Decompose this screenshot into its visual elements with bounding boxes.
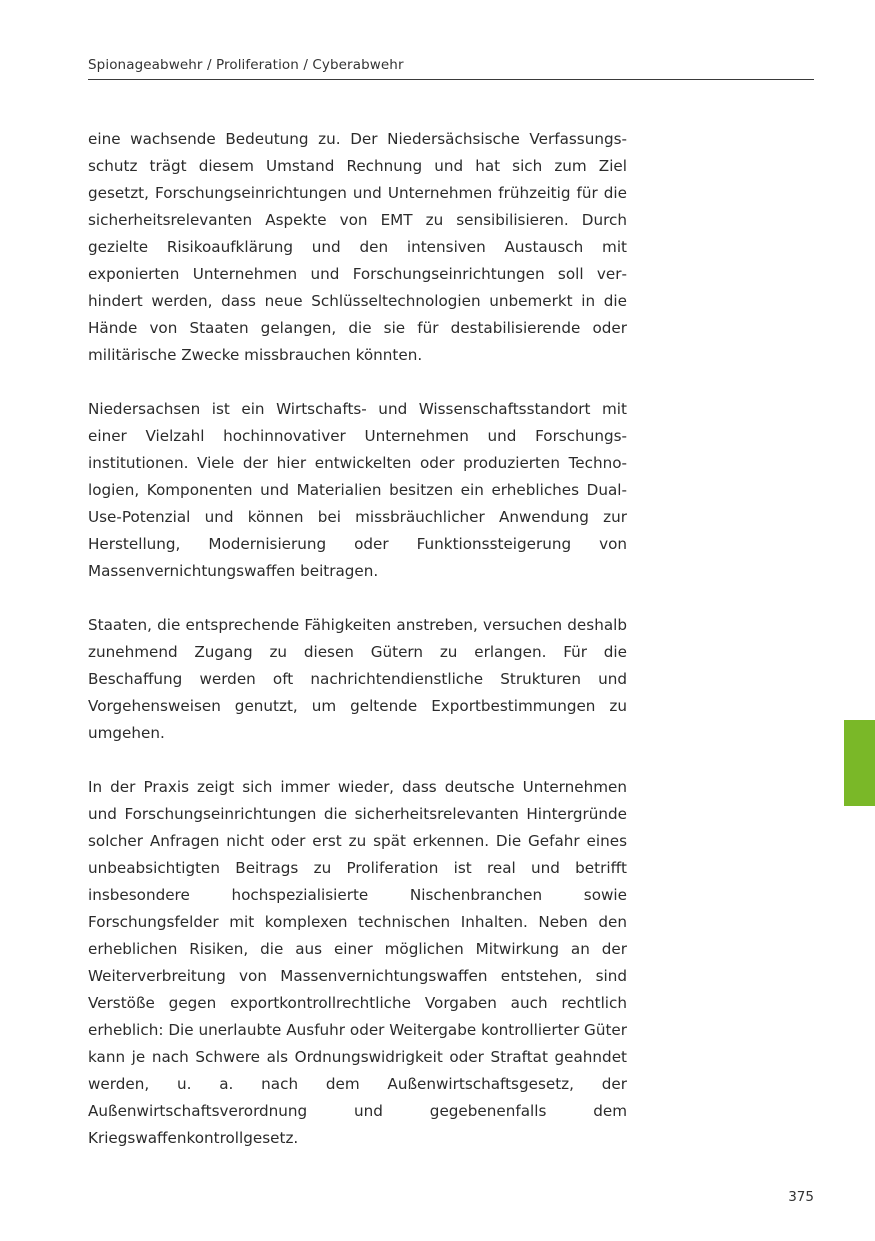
paragraph: eine wachsende Bedeutung zu. Der Niedersächsische Verfassungsschutz trägt diesem Umstand Rechnung und hat sich zum Ziel gesetzt, Forschungseinrichtungen und Unternehmen frühzeitig für die sicherheitsrelevanten Aspekte von EMT zu sensibilisieren. Durch gezielte Risikoaufklärung und den intensiven Austausch mit exponierten Unternehmen und Forschungseinrichtungen soll verhindert werden, dass neue Schlüsseltechnologien unbemerkt in die Hände von Staaten gelangen, die sie für destabilisierende oder militärische Zwecke missbrauchen könnten. <box>88 130 627 364</box>
chapter-tab-marker <box>844 720 875 806</box>
paragraph: Niedersachsen ist ein Wirtschafts- und Wissenschaftsstandort mit einer Vielzahl hochinnovativer Unternehmen und Forschungsinstitutionen. Viele der hier entwickelten oder produzierten Technologien, Komponenten und Materialien besitzen ein erhebliches Dual-Use-Potenzial und können bei missbräuchlicher Anwendung zur Herstellung, Modernisierung oder Funktionssteigerung von Massenvernichtungswaffen beitragen. <box>88 400 627 580</box>
header-divider <box>88 79 814 80</box>
paragraph: Staaten, die entsprechende Fähigkeiten anstreben, versuchen deshalb zunehmend Zugang zu diesen Gütern zu erlangen. Für die Beschaffung werden oft nachrichtendienstliche Strukturen und Vorgehensweisen genutzt, um geltende Exportbestimmungen zu umgehen. <box>88 616 627 742</box>
body-text <box>88 126 627 1152</box>
page-number: 375 <box>788 1189 814 1205</box>
running-header: Spionageabwehr / Proliferation / Cyberabwehr <box>88 57 404 73</box>
paragraph: In der Praxis zeigt sich immer wieder, dass deutsche Unternehmen und Forschungseinrichtungen die sicherheitsrelevanten Hintergründe solcher Anfragen nicht oder erst zu spät erkennen. Die Gefahr eines unbeabsichtigten Beitrags zu Proliferation ist real und betrifft insbesondere hochspezialisierte Nischenbranchen sowie Forschungsfelder mit komplexen technischen Inhalten. Neben den erheblichen Risiken, die aus einer möglichen Mitwirkung an der Weiterverbreitung von Massenvernichtungswaffen entstehen, sind Verstöße gegen exportkontrollrechtliche Vorgaben auch rechtlich erheblich: Die unerlaubte Ausfuhr oder Weitergabe kontrollierter Güter kann je nach Schwere als Ordnungswidrigkeit oder Straftat geahndet werden, u. a. nach dem Außenwirtschaftsgesetz, der Außenwirtschaftsverordnung und gegebenenfalls dem Kriegswaffenkontrollgesetz. <box>88 778 627 1147</box>
